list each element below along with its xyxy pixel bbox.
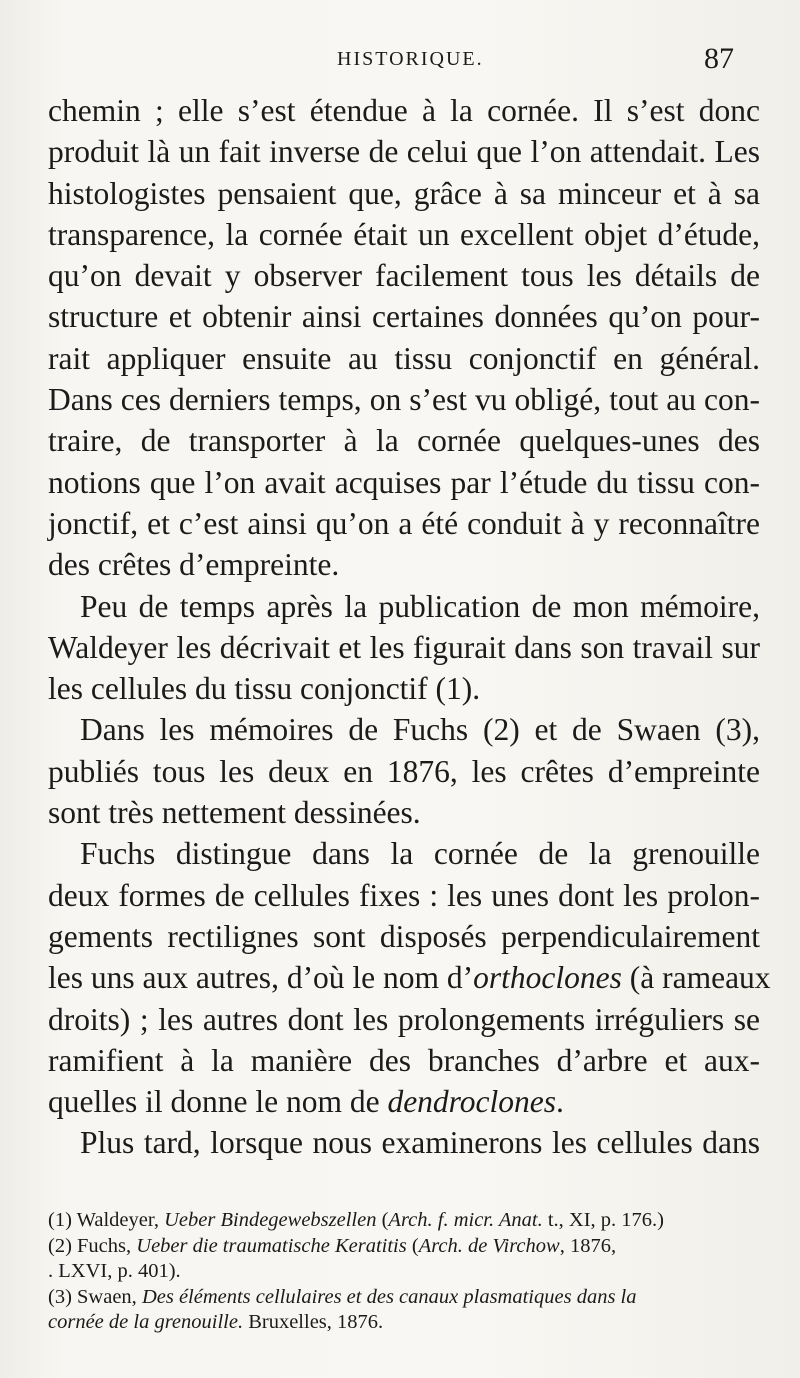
text-line: Fuchs distingue dans la cornée de la grenouille bbox=[80, 836, 760, 872]
text-line: Dans les mémoires de Fuchs (2) et de Swaen (3), bbox=[80, 712, 760, 748]
text-line: histologistes pensaient que, grâce à sa minceur et à sa bbox=[48, 175, 760, 211]
page-header bbox=[0, 38, 800, 88]
paragraph-2 bbox=[48, 586, 760, 710]
text-line: Dans ces derniers temps, on s’est vu obligé, tout au con- bbox=[48, 382, 760, 418]
text-line: ramifient à la manière des branches d’arbre et aux- bbox=[48, 1042, 760, 1078]
main-text bbox=[48, 90, 771, 1164]
text-line: chemin ; elle s’est étendue à la cornée. Il s’est donc bbox=[48, 93, 760, 128]
text-line: qu’on devait y observer facilement tous les détails de bbox=[48, 258, 760, 294]
running-head: HISTORIQUE. bbox=[337, 48, 484, 70]
footnote-2: (2) Fuchs, Ueber die traumatische Keratitis (Arch. de Virchow, 1876, bbox=[48, 1234, 617, 1257]
footnote-3-continued: cornée de la grenouille. Bruxelles, 1876. bbox=[48, 1311, 384, 1333]
text-line: Waldeyer les décrivait et les figurait dans son travail sur bbox=[48, 629, 760, 665]
footnotes bbox=[48, 1208, 760, 1336]
paragraph-1 bbox=[48, 90, 760, 586]
paragraph-5 bbox=[48, 1122, 760, 1163]
text-line: Peu de temps après la publication de mon mémoire, bbox=[80, 588, 760, 624]
page-number: 87 bbox=[704, 42, 734, 75]
text-line: structure et obtenir ainsi certaines données qu’on pour- bbox=[48, 299, 760, 335]
text-line: traire, de transporter à la cornée quelques-unes des bbox=[48, 423, 760, 459]
text-line: les uns aux autres, d’où le nom d’orthoclones (à rameaux bbox=[48, 960, 771, 996]
text-line: publiés tous les deux en 1876, les crêtes d’empreinte bbox=[48, 753, 760, 789]
text-line: des crêtes d’empreinte. bbox=[48, 547, 340, 583]
footnote-3: (3) Swaen, Des éléments cellulaires et des canaux plasmatiques dans la bbox=[48, 1285, 637, 1308]
text-line: rait appliquer ensuite au tissu conjonctif en général. bbox=[48, 340, 760, 376]
text-line: Plus tard, lorsque nous examinerons les cellules dans bbox=[80, 1125, 760, 1161]
term-orthoclones: orthoclones bbox=[473, 960, 622, 996]
text-line: les cellules du tissu conjonctif (1). bbox=[48, 671, 481, 707]
term-dendroclones: dendroclones bbox=[387, 1084, 556, 1120]
footnote-2-continued: . LXVI, p. 401). bbox=[48, 1260, 181, 1282]
paragraph-4 bbox=[48, 833, 771, 1122]
text-line: notions que l’on avait acquises par l’étude du tissu con- bbox=[48, 464, 760, 500]
text-line: sont très nettement dessinées. bbox=[48, 795, 421, 831]
text-line: gements rectilignes sont disposés perpendiculairement bbox=[48, 918, 760, 954]
text-line: jonctif, et c’est ainsi qu’on a été conduit à y reconnaître bbox=[48, 505, 760, 541]
text-line: deux formes de cellules fixes : les unes dont les prolon- bbox=[48, 877, 760, 913]
text-line: droits) ; les autres dont les prolongements irréguliers se bbox=[48, 1001, 760, 1037]
text-line: quelles il donne le nom de dendroclones. bbox=[48, 1084, 564, 1120]
paragraph-3 bbox=[48, 709, 760, 833]
text-line: transparence, la cornée était un excellent objet d’étude, bbox=[48, 216, 760, 252]
text-line: produit là un fait inverse de celui que l’on attendait. Les bbox=[48, 134, 760, 170]
footnote-1: (1) Waldeyer, Ueber Bindegewebszellen (Arch. f. micr. Anat. t., XI, p. 176.) bbox=[48, 1209, 665, 1231]
